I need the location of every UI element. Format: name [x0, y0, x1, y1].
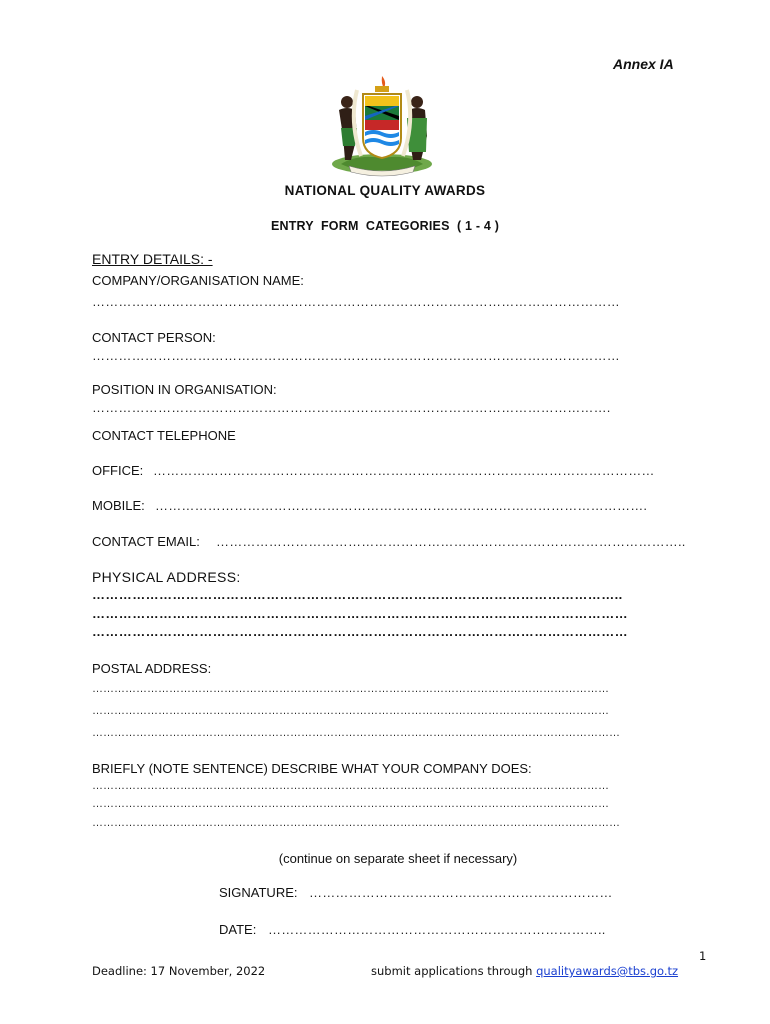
form-title: NATIONAL QUALITY AWARDS [284, 183, 486, 198]
continue-note: (continue on separate sheet if necessary) [278, 851, 518, 866]
postal-address-line-1[interactable]: …………………………………………………………………………………………………………………………… [92, 683, 609, 695]
date-label: DATE: [219, 922, 257, 937]
postal-address-label: POSTAL ADDRESS: [92, 661, 212, 676]
physical-address-line-2[interactable]: ………………………………………………………………………………………………………… [92, 606, 628, 621]
annex-label: Annex IA [613, 56, 674, 72]
coat-of-arms-icon [327, 72, 437, 180]
company-label: COMPANY/ORGANISATION NAME: [92, 273, 304, 288]
describe-line-2[interactable]: …………………………………………………………………………………………………………………………… [92, 798, 609, 810]
footer-deadline: Deadline: 17 November, 2022 [92, 964, 266, 978]
mobile-label: MOBILE: [92, 498, 145, 513]
office-field[interactable]: …………………………………………………………………………………………………… [153, 463, 655, 478]
position-label: POSITION IN ORGANISATION: [92, 382, 277, 397]
contact-person-field[interactable]: ………………………………………………………………………………………………………… [92, 348, 620, 363]
position-field[interactable]: ………………………………………………………………………………………………………. [92, 400, 611, 415]
describe-label: BRIEFLY (NOTE SENTENCE) DESCRIBE WHAT YOUR COMPANY DOES: [92, 761, 532, 776]
office-label: OFFICE: [92, 463, 144, 478]
page-number: 1 [699, 949, 707, 963]
describe-line-3[interactable]: ……………………………………………………………………………………………………………………………… [92, 817, 620, 829]
footer-submit [371, 964, 678, 978]
email-label: CONTACT EMAIL: [92, 534, 200, 549]
describe-line-1[interactable]: …………………………………………………………………………………………………………………………… [92, 780, 609, 792]
form-subtitle: ENTRY FORM CATEGORIES ( 1 - 4 ) [270, 219, 500, 233]
company-field[interactable]: ………………………………………………………………………………………………………… [92, 294, 620, 309]
signature-label: SIGNATURE: [219, 885, 298, 900]
date-field[interactable]: ………………………………………………………………….. [268, 922, 606, 937]
physical-address-label: PHYSICAL ADDRESS: [92, 569, 241, 585]
physical-address-line-3[interactable]: ………………………………………………………………………………………………………… [92, 624, 628, 639]
postal-address-line-2[interactable]: …………………………………………………………………………………………………………………………… [92, 705, 609, 717]
contact-person-label: CONTACT PERSON: [92, 330, 216, 345]
footer-submit-text: submit applications through [371, 964, 533, 978]
signature-field[interactable]: …………………………………………………………… [309, 885, 613, 900]
mobile-field[interactable]: …………………………………………………………………………………………………. [155, 498, 648, 513]
postal-address-line-3[interactable]: ……………………………………………………………………………………………………………………………… [92, 727, 620, 739]
email-field[interactable]: …………………………………………………………………………………………….. [216, 534, 686, 549]
footer-email-link[interactable]: qualityawards@tbs.go.tz [536, 964, 679, 978]
contact-telephone-label: CONTACT TELEPHONE [92, 428, 236, 443]
section-heading: ENTRY DETAILS: - [92, 251, 213, 267]
physical-address-line-1[interactable]: ……………………………………………………………………………………………………….. [92, 587, 623, 602]
